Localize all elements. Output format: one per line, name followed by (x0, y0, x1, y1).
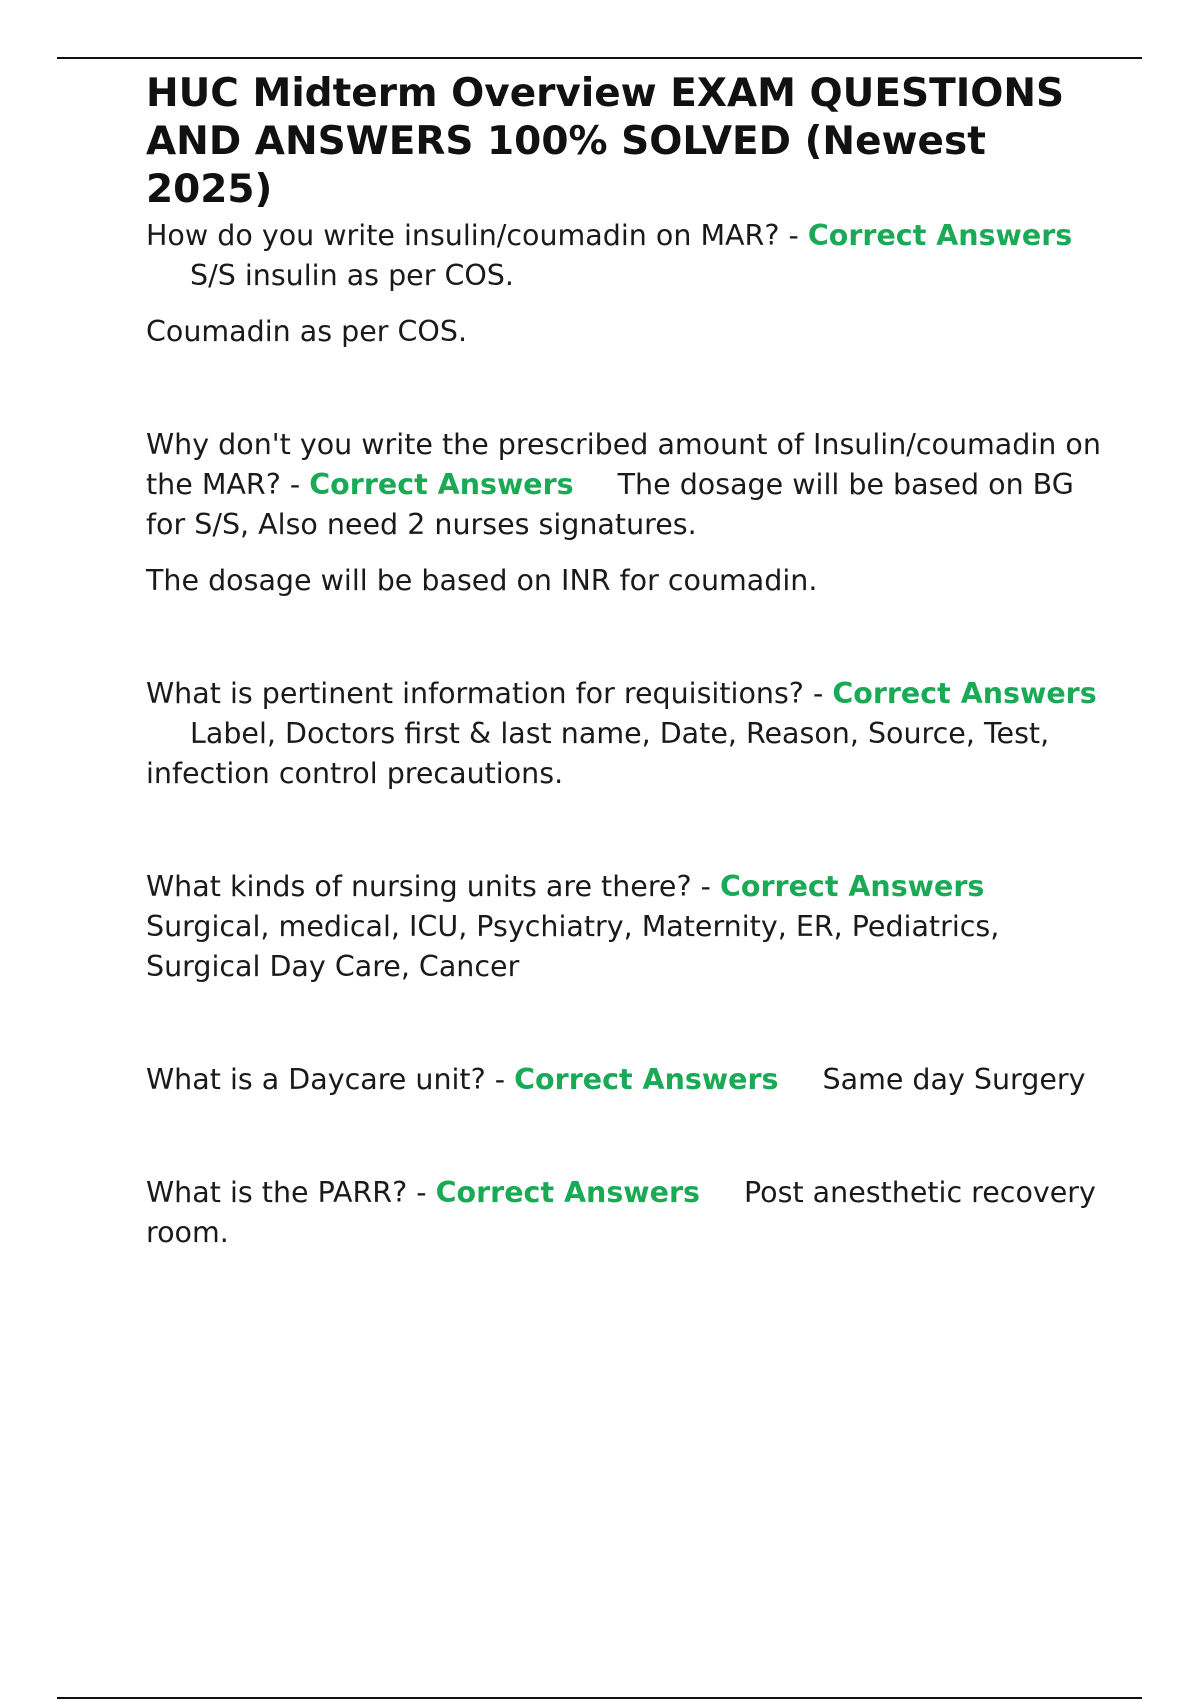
document-body (146, 70, 1106, 1253)
qa-paragraph (146, 425, 1106, 545)
qa-item (146, 1173, 1106, 1253)
separator: - (280, 468, 310, 501)
answer-extra-text: Coumadin as per COS. (146, 315, 468, 348)
bottom-rule (57, 1697, 1142, 1699)
correct-answers-label: Correct Answers (832, 677, 1097, 710)
answer-text: Surgical, medical, ICU, Psychiatry, Maternity, ER, Pediatrics, Surgical Day Care, Cancer (146, 910, 1000, 983)
qa-paragraph (146, 216, 1106, 296)
qa-paragraph (146, 1173, 1106, 1253)
separator: - (803, 677, 833, 710)
correct-answers-label: Correct Answers (719, 870, 985, 903)
qa-item (146, 867, 1106, 987)
qa-item (146, 1060, 1106, 1100)
qa-item (146, 216, 1106, 352)
qa-item (146, 425, 1106, 601)
question-text: What kinds of nursing units are there? (146, 870, 692, 903)
question-text: What is pertinent information for requisitions? (146, 677, 804, 710)
qa-paragraph (146, 674, 1106, 794)
separator: - (779, 219, 808, 252)
question-text: Why don't you write the prescribed amount of Insulin/coumadin on the MAR? (146, 428, 1101, 501)
separator: - (691, 870, 720, 903)
correct-answers-label: Correct Answers (309, 468, 574, 501)
qa-paragraph (146, 1060, 1106, 1100)
top-rule (57, 57, 1142, 59)
answer-text: S/S insulin as per COS. (190, 259, 514, 292)
question-text: What is a Daycare unit? (146, 1063, 486, 1096)
answer-text: Same day Surgery (822, 1063, 1086, 1096)
separator: - (485, 1063, 515, 1096)
answer-text: The dosage will be based on BG for S/S, Also need 2 nurses signatures. (146, 468, 1074, 541)
correct-answers-label: Correct Answers (514, 1063, 779, 1096)
separator: - (407, 1176, 436, 1209)
correct-answers-label: Correct Answers (435, 1176, 700, 1209)
correct-answers-label: Correct Answers (807, 219, 1073, 252)
answer-extra-text: The dosage will be based on INR for coumadin. (146, 564, 818, 597)
answer-text: Post anesthetic recovery room. (146, 1176, 1096, 1249)
question-text: What is the PARR? (146, 1176, 408, 1209)
question-text: How do you write insulin/coumadin on MAR? (146, 219, 780, 252)
answer-text: Label, Doctors first & last name, Date, Reason, Source, Test, infection control precautions. (146, 717, 1050, 790)
qa-item (146, 674, 1106, 794)
document-title: HUC Midterm Overview EXAM QUESTIONS AND ANSWERS 100% SOLVED (Newest 2025) (146, 71, 1065, 212)
qa-paragraph (146, 867, 1106, 987)
